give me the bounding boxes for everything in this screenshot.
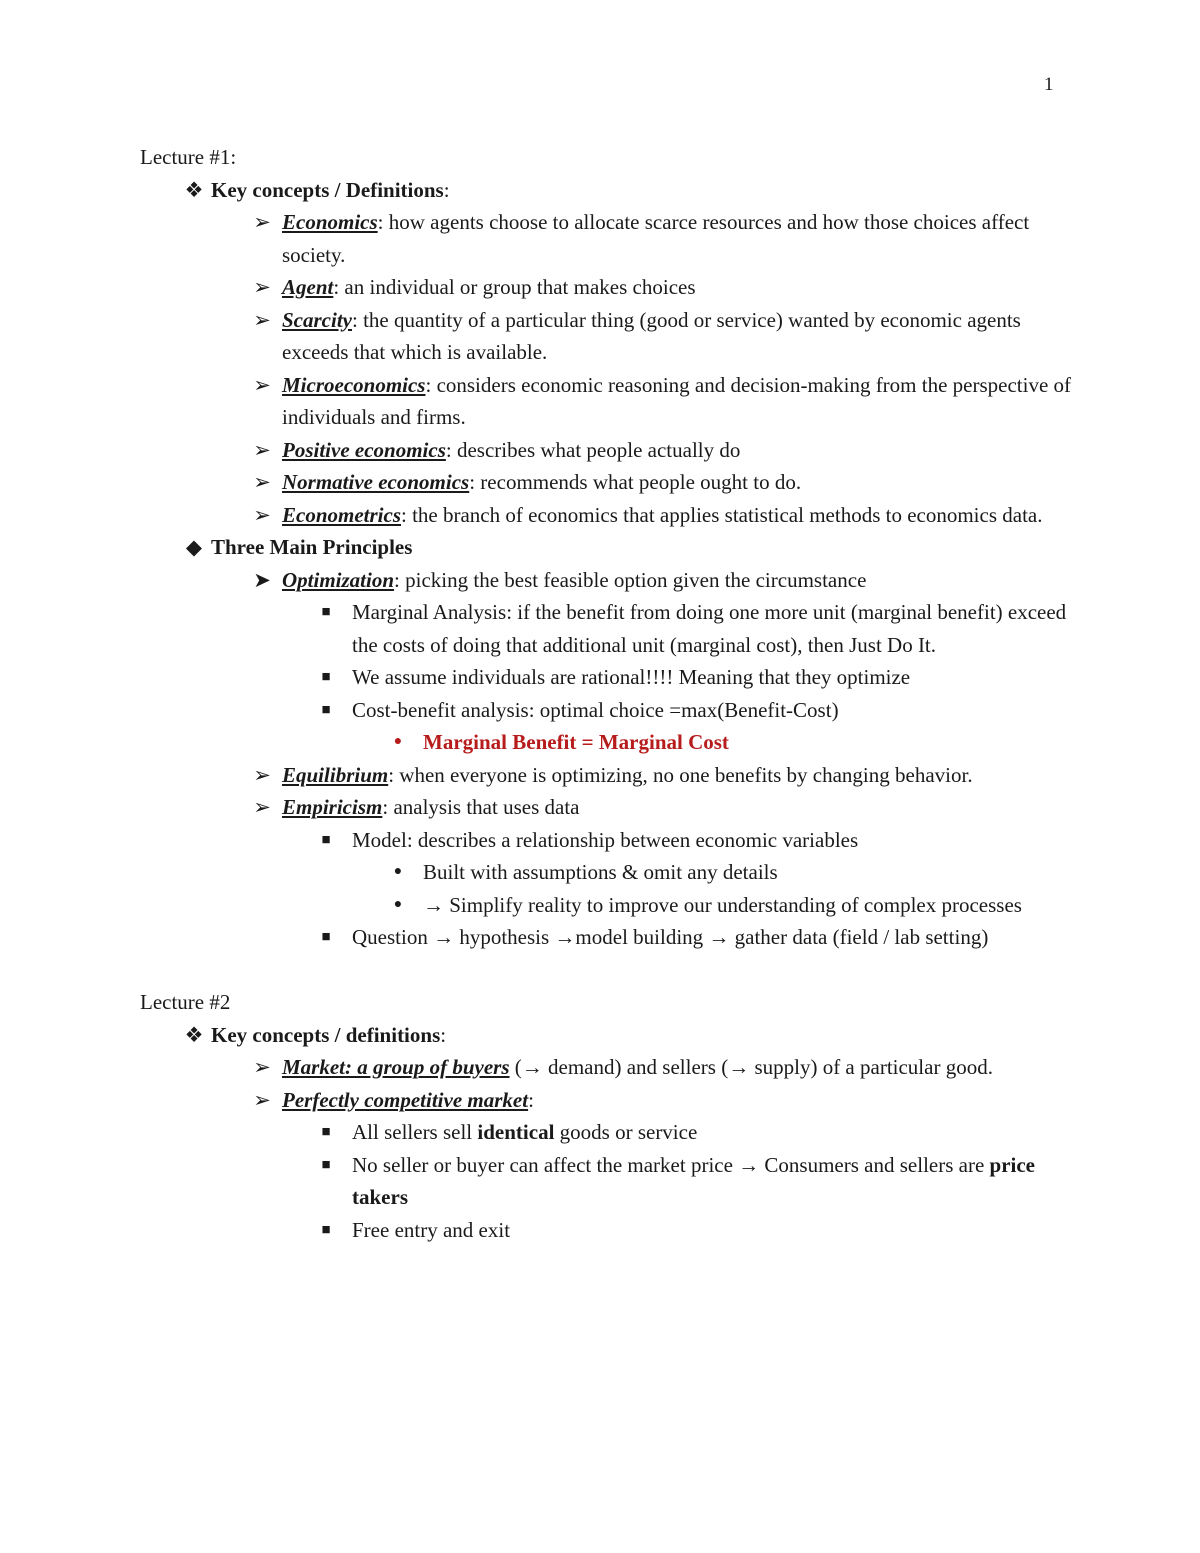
list-item bbox=[140, 1116, 1080, 1149]
dot-bullet-icon: ● bbox=[393, 864, 403, 879]
arrow-bullet-icon: ➢ bbox=[253, 307, 271, 332]
red-dot-bullet-icon: ● bbox=[393, 734, 403, 749]
list-item-text: Question → hypothesis →model building → gather data (field / lab setting) bbox=[352, 925, 989, 949]
empiricism-item bbox=[140, 791, 1080, 824]
definition-item bbox=[140, 434, 1080, 467]
definition-item bbox=[140, 1051, 1080, 1084]
definition-item bbox=[140, 304, 1080, 369]
definition-item bbox=[140, 271, 1080, 304]
definition-item bbox=[140, 499, 1080, 532]
arrow-bullet-icon: ➢ bbox=[253, 437, 271, 462]
list-item bbox=[140, 921, 1080, 954]
definition-text: (→ demand) and sellers (→ supply) of a particular good. bbox=[509, 1055, 993, 1079]
optimization-item bbox=[140, 564, 1080, 597]
definition-term: Optimization bbox=[282, 567, 395, 592]
definition-text: : the branch of economics that applies statistical methods to economics data. bbox=[401, 502, 1043, 527]
definition-text: : the quantity of a particular thing (good or service) wanted by economic agents exceeds that which is available. bbox=[282, 307, 1021, 364]
definition-text: : picking the best feasible option given the circumstance bbox=[394, 567, 867, 592]
definition-text: : how agents choose to allocate scarce resources and how those choices affect society. bbox=[282, 210, 1030, 267]
square-bullet-icon: ■ bbox=[321, 1124, 331, 1140]
dot-bullet-icon: ● bbox=[393, 896, 403, 912]
lecture-1-heading: Lecture #1: bbox=[140, 145, 237, 169]
definition-text: : when everyone is optimizing, no one benefits by changing behavior. bbox=[388, 762, 973, 787]
definition-text: : an individual or group that makes choices bbox=[333, 275, 696, 299]
definition-text: : considers economic reasoning and decision-making from the perspective of individuals and firms. bbox=[282, 372, 1072, 429]
list-item bbox=[140, 1214, 1080, 1247]
definition-text: : analysis that uses data bbox=[382, 795, 580, 819]
document-body bbox=[140, 141, 1080, 1246]
arrow-bullet-icon: ➢ bbox=[253, 210, 271, 234]
colon: : bbox=[440, 1022, 447, 1047]
list-item-text-pre: Free entry and exit bbox=[352, 1217, 511, 1242]
arrow-bullet-icon: ➢ bbox=[253, 275, 271, 299]
key-concepts-heading bbox=[140, 174, 1080, 207]
principles-heading bbox=[140, 531, 1080, 564]
diamond-bullet-icon: ◆ bbox=[185, 535, 203, 559]
key-concepts-heading bbox=[140, 1019, 1080, 1052]
list-item-text-pre: No seller or buyer can affect the market price → Consumers and sellers are bbox=[352, 1152, 990, 1177]
diamond-star-bullet-icon: ❖ bbox=[184, 1022, 204, 1047]
square-bullet-icon: ■ bbox=[321, 1221, 331, 1238]
list-item bbox=[140, 824, 1080, 857]
list-item-text-pre: All sellers sell bbox=[352, 1120, 478, 1144]
highlight-text: Marginal Benefit = Marginal Cost bbox=[423, 730, 729, 754]
arrow-bullet-icon: ➢ bbox=[253, 795, 271, 819]
definition-item bbox=[140, 466, 1080, 499]
list-item-text-bold: identical bbox=[477, 1120, 555, 1144]
arrow-bullet-icon: ➢ bbox=[253, 372, 271, 397]
arrow-bullet-icon: ➢ bbox=[253, 470, 271, 494]
definition-term: Microeconomics bbox=[282, 372, 426, 397]
square-bullet-icon: ■ bbox=[321, 604, 331, 620]
square-bullet-icon: ■ bbox=[321, 831, 331, 848]
definition-item bbox=[140, 369, 1080, 434]
colon: : bbox=[443, 177, 450, 202]
definition-item bbox=[140, 1084, 1080, 1117]
definition-text: : recommends what people ought to do. bbox=[469, 470, 802, 494]
square-bullet-icon: ■ bbox=[321, 1156, 331, 1173]
principles-label: Three Main Principles bbox=[211, 535, 413, 559]
arrow-bullet-icon: ➢ bbox=[253, 502, 271, 527]
key-concepts-label: Key concepts / Definitions bbox=[211, 177, 444, 202]
definition-term: Normative economics bbox=[282, 470, 470, 494]
diamond-star-bullet-icon: ❖ bbox=[184, 177, 204, 202]
definition-text: : bbox=[528, 1087, 534, 1112]
list-item bbox=[140, 889, 1080, 922]
lecture-2-heading: Lecture #2 bbox=[140, 990, 231, 1014]
list-item-text: Model: describes a relationship between economic variables bbox=[352, 827, 859, 852]
definition-term: Agent bbox=[282, 275, 334, 299]
definition-term: Equilibrium bbox=[282, 762, 389, 787]
page-number: 1 bbox=[1044, 74, 1054, 95]
arrow-bullet-icon: ➢ bbox=[253, 1055, 271, 1079]
spacer bbox=[140, 954, 1080, 987]
list-item-text-bold: price takers bbox=[352, 1152, 1036, 1209]
key-concepts-label: Key concepts / definitions bbox=[211, 1022, 441, 1047]
definition-term: Perfectly competitive market bbox=[282, 1087, 529, 1112]
square-bullet-icon: ■ bbox=[321, 929, 331, 945]
square-bullet-icon: ■ bbox=[321, 669, 331, 685]
definition-term: Economics bbox=[282, 210, 378, 234]
highlight-item bbox=[140, 726, 1080, 759]
list-item-text: Built with assumptions & omit any details bbox=[423, 860, 778, 884]
list-item bbox=[140, 661, 1080, 694]
list-item bbox=[140, 596, 1080, 661]
list-item bbox=[140, 694, 1080, 727]
definition-term: Econometrics bbox=[282, 502, 401, 527]
list-item bbox=[140, 1149, 1080, 1214]
definition-text: : describes what people actually do bbox=[445, 437, 741, 462]
arrow-bullet-icon: ➤ bbox=[253, 567, 271, 592]
arrow-bullet-icon: ➢ bbox=[253, 1087, 271, 1112]
equilibrium-item bbox=[140, 759, 1080, 792]
list-item-text: Cost-benefit analysis: optimal choice =max(Benefit-Cost) bbox=[352, 697, 839, 722]
definition-term: Empiricism bbox=[282, 795, 383, 819]
definition-term: Scarcity bbox=[282, 307, 352, 332]
list-item bbox=[140, 856, 1080, 889]
list-item-text-post: goods or service bbox=[554, 1120, 698, 1144]
list-item-text: We assume individuals are rational!!!! Meaning that they optimize bbox=[352, 665, 911, 689]
square-bullet-icon: ■ bbox=[321, 701, 331, 718]
definition-term: Positive economics bbox=[282, 437, 446, 462]
list-item-text: → Simplify reality to improve our understanding of complex processes bbox=[423, 892, 1022, 917]
definition-term: Market: a group of buyers bbox=[282, 1055, 510, 1079]
list-item-text: Marginal Analysis: if the benefit from doing one more unit (marginal benefit) exceed the costs of doing that additional unit (marginal cost), then Just Do It. bbox=[352, 600, 1067, 657]
arrow-bullet-icon: ➢ bbox=[253, 762, 271, 787]
definition-item bbox=[140, 206, 1080, 271]
